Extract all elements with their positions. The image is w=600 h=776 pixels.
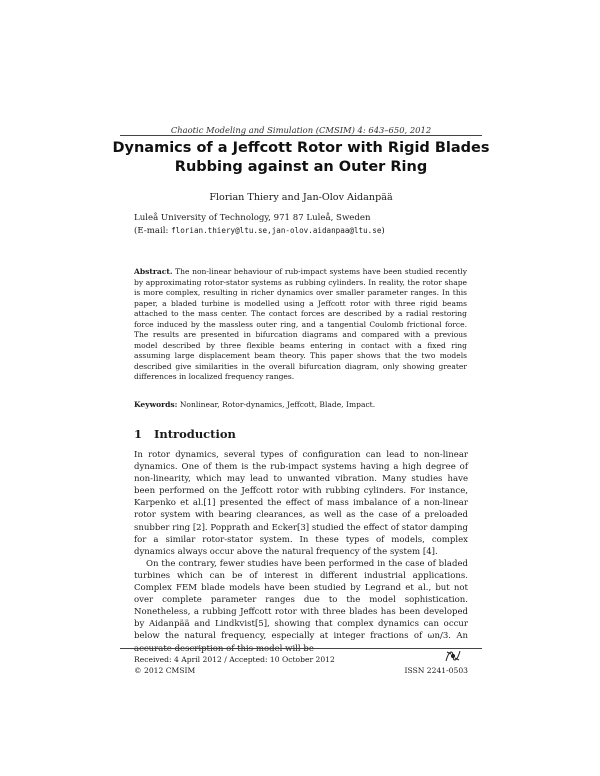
paragraph-1: In rotor dynamics, several types of configuration can lead to non-linear dynamics. One of them is the rub-impact systems having a high degree of non-linearity, which may lead to unwanted vibration. Many studies have been performed on the Jeffcott rotor with rubbing cylinders. For instance, Karpenko et al.[1] presented the effect of mass imbalance of a non-linear rotor system with bearing clearances, as well as the case of a preloaded snubber ring [2]. Popprath and Ecker[3] studied the effect of stator damping for a similar rotor-stator system. In these types of models, complex dynamics always occur above the natural frequency of the system [4]. bbox=[134, 450, 468, 557]
keywords bbox=[134, 400, 467, 409]
paper-title bbox=[110, 139, 492, 177]
footer-rule bbox=[120, 648, 482, 649]
email-close: ) bbox=[381, 225, 385, 236]
abstract-text: The non-linear behaviour of rub-impact systems have been studied recently by approximating rotor-stator systems as rubbing cylinders. In reality, the rotor shape is more complex, resulting in richer dynamics over smaller parameter ranges. In this paper, a bladed turbine is modelled using a Jeffcott rotor with three rigid beams attached to the mass center. The contact forces are described by a radial restoring force induced by the massless outer ring, and a tangential Coulomb frictional force. The results are presented in bifurcation diagrams and compared with a previous model described by three flexible beams entering in contact with a fixed ring assuming large displacement beam theory. This paper shows that the two models described give similarities in the overall bifurcation diagram, only showing greater differences in localized frequency ranges. bbox=[134, 267, 467, 381]
keywords-text: Nonlinear, Rotor-dynamics, Jeffcott, Blade, Impact. bbox=[179, 400, 376, 409]
copyright: © 2012 CMSIM bbox=[134, 665, 196, 675]
abstract bbox=[134, 267, 467, 383]
keywords-label: Keywords: bbox=[134, 400, 178, 409]
cmsim-logo-icon bbox=[444, 648, 462, 664]
email-label: (E-mail: bbox=[134, 225, 172, 236]
section-heading bbox=[134, 427, 467, 441]
title-line-2: Rubbing against an Outer Ring bbox=[174, 159, 428, 175]
email-line bbox=[134, 225, 474, 238]
issn: ISSN 2241-0503 bbox=[404, 666, 468, 675]
authors: Florian Thiery and Jan-Olov Aidanpää bbox=[209, 192, 393, 203]
footer-dates bbox=[134, 655, 335, 676]
paragraph-2: On the contrary, fewer studies have been performed in the case of bladed turbines which can be of interest in different industrial applications. Complex FEM blade models have been studied by Legrand et al., but not over complete parameter ranges due to the model sophistication. Nonetheless, a rubbing Jeffcott rotor with three blades has been developed by Aidanpää and Lindkvist[5], showing that complex dynamics can occur below the natural frequency, especially at integer fractions of ωn/3. An accurate description of this model will be bbox=[134, 558, 468, 654]
affiliation: Luleå University of Technology, 971 87 Luleå, Sweden bbox=[134, 213, 371, 223]
abstract-label: Abstract. bbox=[134, 267, 173, 276]
section-title: Introduction bbox=[154, 427, 236, 441]
affiliation-block bbox=[134, 213, 474, 237]
section-number: 1 bbox=[134, 427, 143, 441]
received-date: Received: 4 April 2012 / Accepted: 10 October 2012 bbox=[134, 655, 335, 664]
email-address[interactable]: florian.thiery@ltu.se,jan-olov.aidanpaa@ltu.se bbox=[171, 225, 382, 235]
header-rule bbox=[120, 135, 482, 136]
body-text bbox=[134, 449, 468, 655]
journal-header: Chaotic Modeling and Simulation (CMSIM) 4: 643–650, 2012 bbox=[170, 125, 432, 135]
title-line-1: Dynamics of a Jeffcott Rotor with Rigid Blades bbox=[112, 140, 490, 156]
